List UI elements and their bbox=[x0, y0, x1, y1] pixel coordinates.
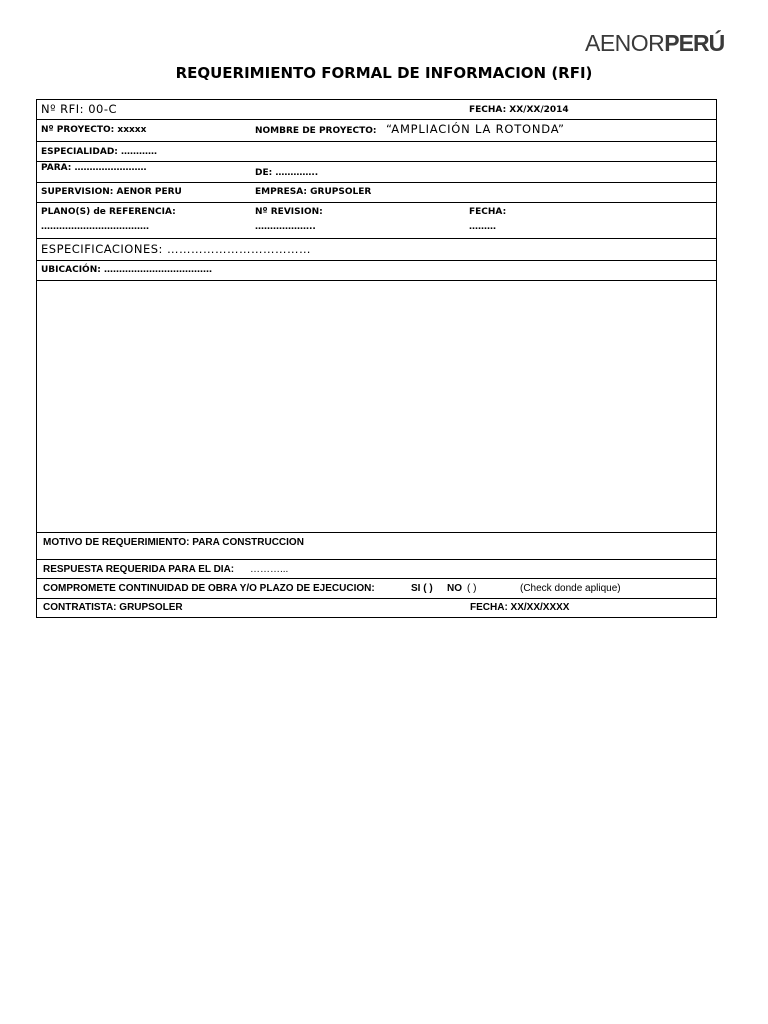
supervision-field: SUPERVISION: AENOR PERU bbox=[41, 187, 182, 197]
page-title: REQUERIMIENTO FORMAL DE INFORMACION (RFI) bbox=[175, 64, 593, 82]
contratista-field: CONTRATISTA: GRUPSOLER bbox=[43, 602, 183, 613]
row-motivo bbox=[37, 533, 716, 560]
empresa-field: EMPRESA: GRUPSOLER bbox=[255, 187, 372, 197]
especialidad-field: ESPECIALIDAD: ………… bbox=[41, 147, 158, 157]
row-supervision bbox=[37, 183, 716, 203]
plano-fecha-dots: ……… bbox=[469, 222, 496, 232]
project-name-value: “AMPLIACIÓN LA ROTONDA” bbox=[386, 122, 565, 136]
para-field: PARA: …………………… bbox=[41, 163, 147, 173]
row-especialidad bbox=[37, 142, 716, 162]
logo-text-aenor: AENOR bbox=[585, 30, 665, 56]
check-note: (Check donde aplique) bbox=[520, 583, 621, 594]
de-field: DE: ………….. bbox=[255, 168, 319, 178]
row-plano bbox=[37, 203, 716, 239]
plano-fecha-label: FECHA: bbox=[469, 207, 507, 217]
si-checkbox[interactable]: SI ( ) bbox=[411, 583, 433, 594]
row-ubicacion bbox=[37, 261, 716, 281]
revision-label: Nº REVISION: bbox=[255, 207, 323, 217]
plano-referencia-label: PLANO(S) de REFERENCIA: bbox=[41, 207, 176, 217]
rfi-form bbox=[36, 99, 717, 618]
row-rfi bbox=[37, 100, 716, 120]
row-compromete bbox=[37, 579, 716, 599]
no-checkbox-label: NO bbox=[447, 583, 462, 594]
ubicacion-field: UBICACIÓN: ……………………………… bbox=[41, 265, 212, 275]
revision-dots: ……………….. bbox=[255, 222, 316, 232]
contratista-date: FECHA: XX/XX/XXXX bbox=[470, 602, 570, 613]
plano-referencia-dots: ……………………………… bbox=[41, 222, 149, 232]
aenor-peru-logo bbox=[585, 30, 724, 57]
description-area bbox=[37, 281, 716, 533]
row-contratista bbox=[37, 599, 716, 617]
rfi-number: Nº RFI: 00-C bbox=[41, 102, 118, 116]
especificaciones-field: ESPECIFICACIONES: ……………………………… bbox=[41, 242, 312, 256]
motivo-field: MOTIVO DE REQUERIMIENTO: PARA CONSTRUCCION bbox=[43, 537, 304, 548]
row-respuesta bbox=[37, 560, 716, 579]
logo-text-peru: PERÚ bbox=[664, 30, 725, 56]
compromete-label: COMPROMETE CONTINUIDAD DE OBRA Y/O PLAZO DE EJECUCION: bbox=[43, 583, 375, 594]
project-name-label: NOMBRE DE PROYECTO: bbox=[255, 126, 377, 136]
no-checkbox[interactable]: ( ) bbox=[467, 583, 477, 594]
row-proyecto bbox=[37, 120, 716, 142]
respuesta-value: ………... bbox=[250, 564, 289, 575]
row-especificaciones bbox=[37, 239, 716, 261]
respuesta-label: RESPUESTA REQUERIDA PARA EL DIA: bbox=[43, 564, 235, 575]
rfi-date: FECHA: XX/XX/2014 bbox=[469, 105, 569, 115]
row-para bbox=[37, 162, 716, 183]
project-number: Nº PROYECTO: xxxxx bbox=[41, 125, 147, 135]
